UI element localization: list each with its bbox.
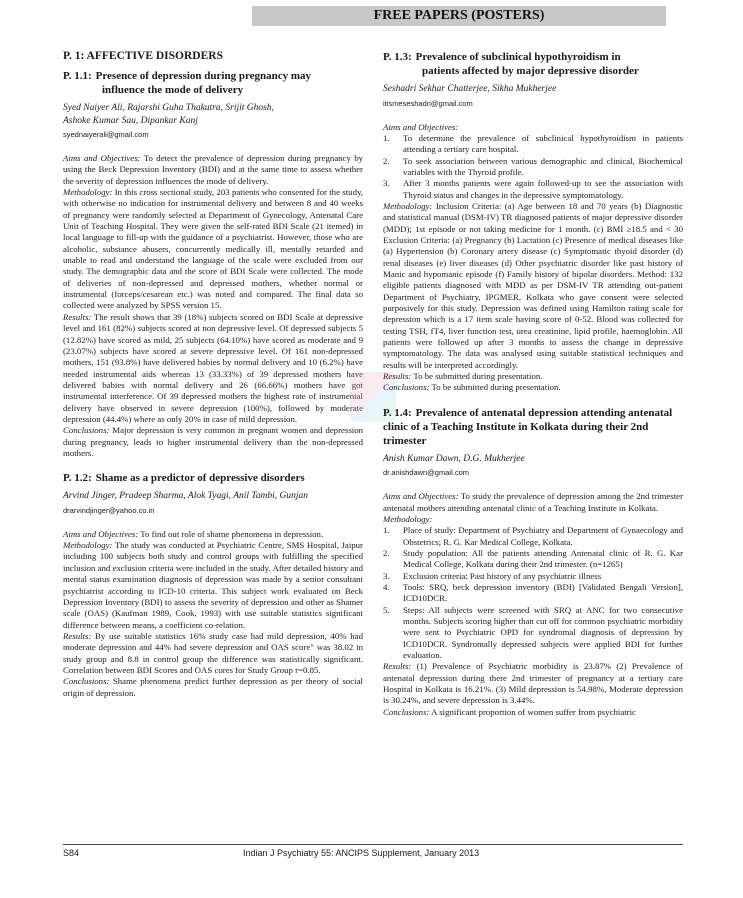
list-number: 3.	[383, 570, 390, 581]
title-line: Prevalence of subclinical hypothyroidism in	[415, 51, 621, 63]
list-text: Place of study: Department of Psychiatry and Department of Gynaecology and Obstetrics; R. G. Kar Medical College, Kolkata.	[403, 525, 683, 547]
results-text: The result shows that 39 (18%) subjects scored on BDI Scale at depressive level and 161 (82%) subjects scored at non depressive level. Of depressed subjects 5 (12.82%) have scored as mild, 25 subjects (64.10%) have scored as moderate and 9 (23.07%) subjects have scored at severe depressive level. Of 161 non-depressed mothers, 151 (93.8%) have delivered babies by normal delivery and 10 (6.2%) have needed instrumental aids whereas 13 (33.33%) of 39 depressed mothers have delivered babies with normal delivery and 26 (66.66%) mothers have got instrumental interference. Of 39 depressed mothers the highest rate of instrumental delivery have observed in severe depression (100%), followed by moderate depression (44.4%) where as only 20% in case of mild depression.	[63, 311, 363, 424]
author-email: dr.anishdawn@gmail.com	[383, 468, 469, 478]
methodology-text: Inclusion Criteria: (a) Age between 18 and 70 years (b) Diagnostic and statistical manual (DSM-IV) TR diagnosed patients of major depressive disorder (MDD); 1st episode or not taking medicine for 1 month. (c) BMI ≥18.5 and < 30 Exclusion Criteria: (a) Pregnancy (b) Lactation (c) Presence of medical diseases like (a) Hypertension (b) Coronary artery disease (c) Symptomatic thyoid disorder (d) renal diseases (e) liver diseases (d) Other psychiatric disorder like past history of Manic and hypomanic episode (f) Family history of bipolar disorders. Method: 132 eligible patients diagnosed with MDD as per DSM-IV TR attending out-patient Department of Psychiatry, IPGMER, Kolkata who gave consent were selected purposively for this study. Depression was defined using Hamilton rating scale for depression which is a 17 item scale having score of 0-52. Blood was collected for testing TSH, fT4, liver function test, urea creatinine, lipid profile, haemoglobin. All patients were followed up after 3 months to assess the change in depressive symptomatology. The data was analysed using suitable statistical techniques and results will be interpreted accordingly.	[383, 200, 683, 370]
section-heading: P. 1: AFFECTIVE DISORDERS	[63, 50, 223, 62]
abstract-conclusions	[63, 676, 363, 699]
abstract-conclusions	[383, 382, 683, 393]
methodology-label: Methodology:	[63, 540, 113, 551]
conclusions-label: Conclusions:	[383, 382, 430, 393]
list-number: 3.	[383, 178, 390, 189]
left-column	[63, 50, 363, 699]
results-text: To be submitted during presentation.	[411, 371, 543, 382]
conclusions-text: To be submitted during presentation.	[429, 382, 561, 393]
list-number: 1.	[383, 525, 390, 536]
results-text: (1) Prevalence of Psychiatric morbidity is 23.87% (2) Prevalence of antenatal depression during there 2nd trimester of pregnancy at a tertiary care Hospital in Kolkata is 16.21%. (3) Mild depression is 54.98%, Moderate depression is 30.24%, and severe depression is 3.44%.	[383, 661, 683, 706]
methodology-heading	[383, 514, 683, 525]
list-number: 4.	[383, 582, 390, 592]
aims-label: Aims and Objectives:	[63, 528, 139, 539]
authors: Anish Kumar Dawn, D.G. Mukherjee	[383, 453, 525, 464]
methodology-list	[383, 525, 683, 661]
authors: Ashoke Kumar Sau, Dipankar Kanj	[63, 115, 198, 126]
abstract-title	[63, 69, 363, 97]
abstract-aims	[63, 529, 363, 540]
authors: Syed Naiyer Ali, Rajarshi Guha Thakutra, Srijit Ghosh,	[63, 103, 274, 113]
list-item	[383, 178, 683, 201]
list-item	[383, 525, 683, 548]
aims-label: Aims and Objectives:	[383, 121, 459, 132]
authors: Arvind Jinger, Pradeep Sharma, Alok Tyagi, Anil Tambi, Gunjan	[63, 491, 309, 502]
list-number: 2.	[383, 547, 390, 558]
list-item	[383, 548, 683, 571]
abstract-conclusions	[63, 425, 363, 459]
abstract-methodology	[63, 540, 363, 631]
list-text: To determine the prevalence of subclinical hypothyroidism in patients attending a tertiary care hospital.	[403, 132, 683, 155]
results-label: Results:	[383, 371, 412, 382]
conclusions-label: Conclusions:	[63, 676, 110, 687]
abstract-number: P. 1.1:	[63, 70, 92, 82]
list-text: Exclusion criteria: Past history of any psychiatric illness	[403, 570, 602, 581]
abstract-title	[383, 50, 683, 78]
list-text: Steps: All subjects were screened with SRQ at ANC for two consecutive months. Subjects scoring higher than cut off for common psychiatric morbidity were sent to Psychiatric OPD for syndromal diagnosis of depression by ICD10DCR. Syndromally depressed subjects were applied BDI for further evaluation.	[403, 604, 683, 661]
list-item	[383, 571, 683, 582]
journal-citation: Indian J Psychiatry 55: ANCIPS Supplement, January 2013	[243, 848, 480, 858]
list-number: 5.	[383, 604, 390, 615]
list-item	[383, 605, 683, 662]
abstract-aims	[63, 153, 363, 187]
title-line: influence the mode of delivery	[102, 84, 244, 96]
list-number: 2.	[383, 155, 390, 166]
author-email: syednaiyerali@gmail.com	[63, 130, 149, 139]
list-text: After 3 months patients were again followed-up to see the association with Thyroid status and changes in the depressive symptomatology.	[403, 178, 683, 200]
list-item	[383, 582, 683, 605]
methodology-label: Methodology:	[383, 200, 433, 211]
section-banner: FREE PAPERS (POSTERS)	[252, 6, 666, 26]
authors: Seshadri Sekhar Chatterjee, Sikha Mukherjee	[383, 84, 557, 94]
abstract-title	[383, 406, 683, 448]
abstract-results	[383, 661, 683, 706]
abstract-aims	[383, 491, 683, 514]
title-text: Prevalence of antenatal depression attending antenatal clinic of a Teaching Institute in Kolkata during their 2nd trimester	[383, 406, 673, 447]
author-email: itismeseshadri@gmail.com	[383, 98, 473, 108]
aims-text: To study the prevalence of depression among the 2nd trimester antenatal mothers attending antenatal clinic of a Teaching Institute in Kolkata.	[383, 491, 683, 513]
methodology-label: Methodology:	[63, 187, 113, 198]
abstract-results	[63, 631, 363, 676]
methodology-text: In this cross sectional study, 203 patients who consented for the study, with otherwise no indication for instrumental delivery and between 8 and 40 weeks of pregnancy were randomly selected at Department of Gynecology, Antenatal Care Unit of Teaching Hospital. They were given the self-rated BDI Scale (21 itemed) in local language to fill-up with the guidance of a psychiatrist. However, those who are alcoholic, substance abusers, concurrently medically ill, mentally retarded and unable to read and understand the language of the scale were excluded from our study. The demographic data and the score of BDI Scale were collected. The mode of deliveries of non-depressed and depressed mothers, whether normal or instrumental (forceps/cesarean etc.) was noted and compared. The final data so collected were analyzed by SPSS version 15.	[63, 187, 363, 311]
abstract-number: P. 1.3:	[383, 51, 412, 63]
results-label: Results:	[383, 661, 412, 672]
list-number: 1.	[383, 132, 390, 143]
title-line: Shame as a predictor of depressive disorders	[95, 472, 305, 485]
abstract-methodology	[63, 187, 363, 312]
results-label: Results:	[63, 630, 92, 641]
aims-list	[383, 133, 683, 201]
conclusions-text: A significant proportion of women suffer from psychiatric	[429, 706, 636, 717]
conclusions-label: Conclusions:	[63, 425, 110, 436]
aims-text: To find out role of shame phenomena in depression.	[138, 528, 324, 539]
list-text: To seek association between various demographic and clinical, Biochemical variables with the Thyroid profile.	[403, 155, 683, 177]
abstract-results	[383, 371, 683, 382]
aims-text: To detect the prevalence of depression during pregnancy by using the Beck Depression Inventory (BDI) and at the same time to assess whether the severity of depression influences the mode of delivery.	[63, 153, 364, 186]
title-line: Presence of depression during pregnancy may	[95, 70, 312, 82]
abstract-results	[63, 312, 363, 425]
abstract-number: P. 1.4:	[383, 406, 412, 419]
results-label: Results:	[63, 311, 92, 322]
list-text: Tools: SRQ, beck depression inventory (BDI) [Validated Bengali Version], ICD10DCR.	[403, 582, 683, 604]
abstract-methodology	[383, 201, 683, 371]
right-column	[383, 50, 683, 718]
page-number: S84	[63, 848, 80, 858]
abstract-conclusions	[383, 707, 683, 718]
page-footer	[63, 844, 683, 861]
methodology-text: The study was conducted at Psychiatric Centre, SMS Hospital, Jaipur including 100 subjects both study and control groups with fulfilling the specified inclusion and exclusion criteria were included in the study. After detailed history and mental status examination diagnosis of depression was made by a senior consultant psychiatrist according to ICD-10 criteria. This subject work evaluated on Beck Depression Inventory (BDI) to assess the severity of depression and other as Shamer scale (OAS) (Kaufman 1989, Cook, 1993) with use suitable statistics significant difference between means, a coefficient co-relation.	[63, 540, 363, 630]
list-item	[383, 133, 683, 156]
aims-heading	[383, 122, 683, 133]
list-item	[383, 156, 683, 179]
abstract-number: P. 1.2:	[63, 472, 92, 485]
conclusions-text: Major depression is very common in pregnant women and depression during pregnancy, leads to higher instrumental delivery than the non-depressed mothers.	[63, 425, 363, 458]
list-text: Study population: All the patients attending Antenatal clinic of R. G. Kar Medical College, Kolkata during their 2nd trimester. (n=1265)	[403, 547, 683, 570]
conclusions-text: Shame phenomena predict further depression as per theory of social origin of depression.	[63, 676, 363, 698]
aims-label: Aims and Objectives:	[383, 491, 459, 502]
conclusions-label: Conclusions:	[383, 706, 430, 717]
author-email: drarvindjinger@yahoo.co.in	[63, 505, 155, 515]
results-text: By use suitable statistics 16% study case had mild depression, 40% had moderate depression and 44% had severe depression and OAS score" was 38.02 in study group and 8.8 in control group the difference was statistically significant. Correlation between BDI Scores and OAS cores for Study Group r=0.85.	[63, 630, 363, 675]
aims-label: Aims and Objectives:	[63, 153, 141, 163]
abstract-title	[63, 471, 363, 485]
title-line: patients affected by major depressive disorder	[422, 65, 639, 77]
methodology-label: Methodology:	[383, 513, 433, 524]
